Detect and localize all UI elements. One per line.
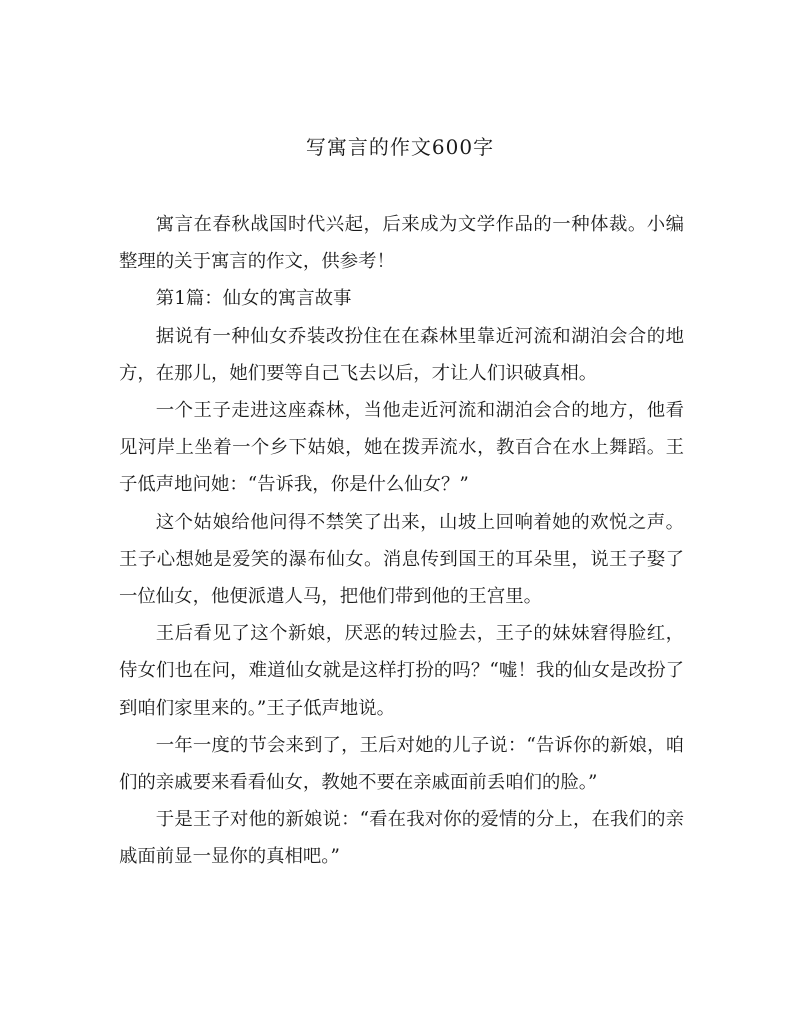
paragraph: 这个姑娘给他问得不禁笑了出来，山坡上回响着她的欢悦之声。王子心想她是爱笑的瀑布仙女。消息传到国王的耳朵里，说王子娶了一位仙女，他便派遣人马，把他们带到他的王宫里。: [119, 511, 684, 608]
paragraph: 一年一度的节会来到了，王后对她的儿子说：“告诉你的新娘，咱们的亲戚要来看看仙女，教她不要在亲戚面前丢咱们的脸。”: [119, 734, 684, 794]
paragraph: 于是王子对他的新娘说：“看在我对你的爱情的分上，在我们的亲戚面前显一显你的真相吧。”: [119, 809, 684, 868]
section-heading: 第1篇：仙女的寓言故事: [155, 288, 352, 310]
paragraph: 据说有一种仙女乔装改扮住在在森林里靠近河流和湖泊会合的地方，在那儿，她们要等自己飞去以后，才让人们识破真相。: [119, 325, 684, 384]
paragraph: 王后看见了这个新娘，厌恶的转过脸去，王子的妹妹窘得脸红，侍女们也在问，难道仙女就是这样打扮的吗？“嘘！我的仙女是改扮了到咱们家里来的。”王子低声地说。: [119, 623, 684, 719]
paragraph-intro: 寓言在春秋战国时代兴起，后来成为文学作品的一种体裁。小编整理的关于寓言的作文，供参考！: [119, 214, 684, 273]
document-title: 写寓言的作文600字: [305, 135, 495, 159]
paragraph: 一个王子走进这座森林，当他走近河流和湖泊会合的地方，他看见河岸上坐着一个乡下姑娘，她在拨弄流水，教百合在水上舞蹈。王子低声地问她：“告诉我，你是什么仙女？”: [119, 400, 684, 496]
document-body: [119, 206, 684, 876]
